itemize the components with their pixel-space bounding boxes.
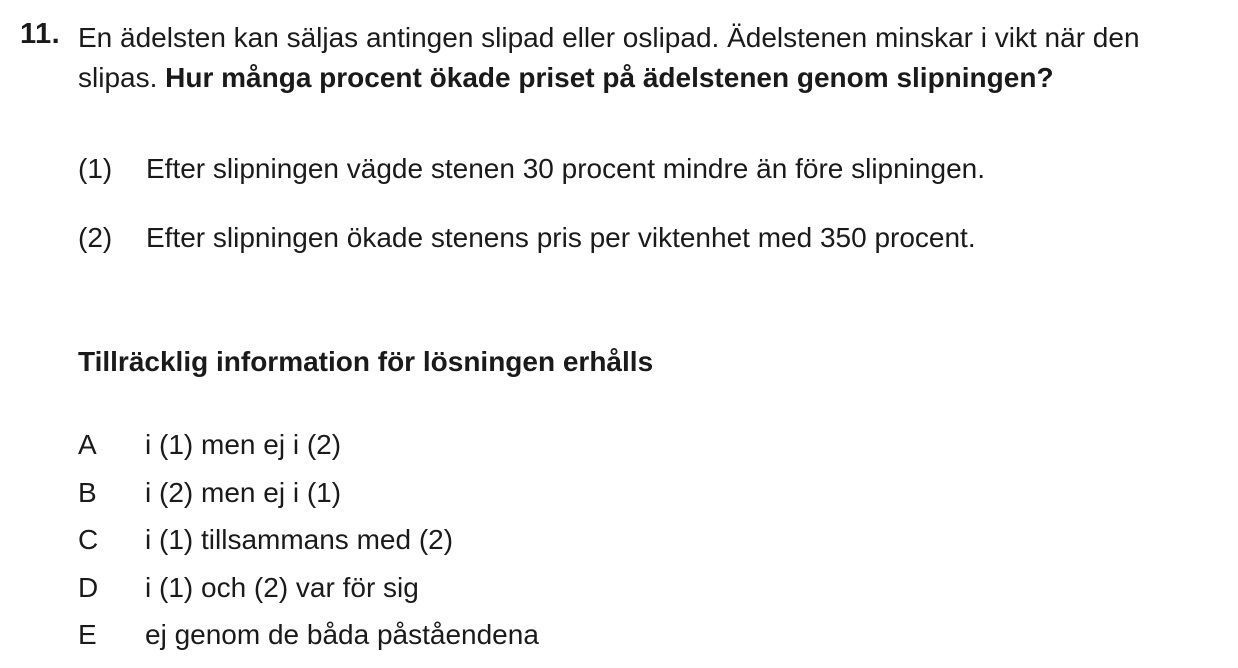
- option-text: i (1) tillsammans med (2): [145, 524, 454, 555]
- question-text-line1: En ädelsten kan säljas antingen slipad eller oslipad. Ädelstenen minskar i vikt när den: [78, 22, 1140, 53]
- statement-text: Efter slipningen ökade stenens pris per viktenhet med 350 procent.: [146, 222, 976, 253]
- option-b[interactable]: [78, 475, 539, 523]
- statement-number: (1): [78, 153, 113, 184]
- option-letter: D: [78, 571, 99, 603]
- answer-options: [78, 427, 539, 665]
- option-text: ej genom de båda påståendena: [145, 619, 539, 650]
- option-d[interactable]: [78, 570, 539, 618]
- option-letter: C: [78, 524, 99, 555]
- option-a[interactable]: [78, 427, 539, 475]
- option-text: i (2) men ej i (1): [145, 476, 342, 508]
- answer-prompt: Tillräcklig information för lösningen erhålls: [78, 346, 654, 377]
- option-text: i (1) och (2) var för sig: [145, 571, 419, 603]
- option-c[interactable]: [78, 522, 539, 570]
- statement-1: [78, 151, 985, 187]
- question-text: [78, 18, 1228, 98]
- option-letter: B: [78, 476, 97, 508]
- option-text: i (1) men ej i (2): [145, 429, 342, 460]
- option-letter: A: [78, 429, 97, 460]
- question-main-ask: Hur många procent ökade priset på ädelstenen genom slipningen?: [165, 62, 1054, 93]
- question-number: 11.: [20, 18, 61, 50]
- statement-text: Efter slipningen vägde stenen 30 procent mindre än före slipningen.: [146, 153, 985, 184]
- question-text-intro: slipas.: [78, 62, 158, 93]
- option-e[interactable]: [78, 617, 539, 665]
- option-letter: E: [78, 619, 97, 650]
- statement-2: [78, 220, 976, 256]
- statement-number: (2): [78, 222, 113, 253]
